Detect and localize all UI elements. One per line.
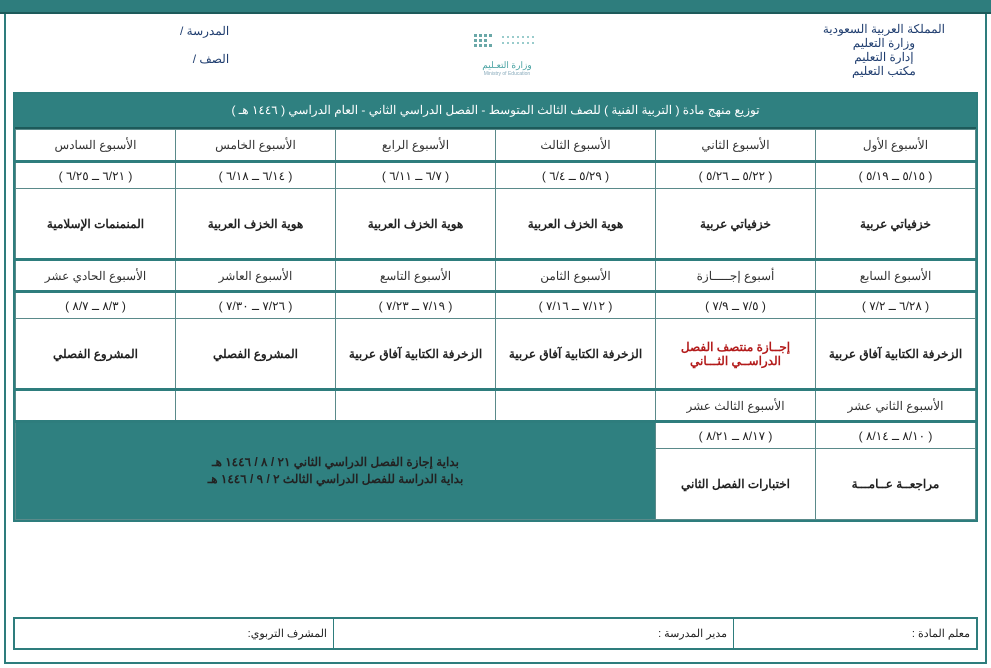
class-label: الصف / [192,52,230,66]
week-cell: الأسبوع الثاني [656,130,816,162]
date-cell: ( ٦/٧ ــ ٦/١١ ) [336,162,496,189]
week-row [16,390,976,422]
kingdom-line: المملكة العربية السعودية [822,22,945,36]
topic-cell: خزفياتي عربية [656,189,816,260]
week-cell: الأسبوع السادس [16,130,176,162]
week-cell: الأسبوع الحادي عشر [16,260,176,292]
note-line: بداية الدراسة للفصل الدراسي الثالث ٢ / ٩ / ١٤٤٦ هـ [207,472,464,486]
date-cell: ( ٥/٢٢ ــ ٥/٢٦ ) [656,162,816,189]
date-cell: ( ٧/١٢ ــ ٧/١٦ ) [496,292,656,319]
date-cell: ( ٦/٢١ ــ ٦/٢٥ ) [16,162,176,189]
note-line: بداية إجازة الفصل الدراسي الثاني ٢١ / ٨ / ١٤٤٦ هـ [212,455,459,469]
date-cell: ( ٥/٢٩ ــ ٦/٤ ) [496,162,656,189]
ministry-logo [462,32,552,76]
logo-subtitle: Ministry of Education [483,71,531,77]
topic-cell: هوية الخزف العربية [336,189,496,260]
empty-cell [336,390,496,422]
schedule-table [15,129,976,520]
school-info [180,24,229,80]
supervisor-signature: المشرف التربوي: [247,628,327,640]
topic-cell: الزخرفة الكتابية آفاق عربية [496,319,656,390]
holiday-note [16,422,656,520]
week-cell: الأسبوع الخامس [176,130,336,162]
week-row [16,260,976,292]
date-cell: ( ٦/٢٨ ــ ٧/٢ ) [816,292,976,319]
date-cell: ( ٧/٥ ــ ٧/٩ ) [656,292,816,319]
holiday-cell: إجــازة منتصف الفصل الدراســي الثـــاني [656,319,816,390]
date-cell: ( ٧/١٩ ــ ٧/٢٣ ) [336,292,496,319]
date-row [16,162,976,189]
teacher-signature: معلم المادة : [733,619,976,648]
empty-cell [496,390,656,422]
week-cell: الأسبوع العاشر [176,260,336,292]
date-row [16,292,976,319]
week-cell: الأسبوع السابع [816,260,976,292]
date-cell: ( ٧/٢٦ ــ ٧/٣٠ ) [176,292,336,319]
week-cell: الأسبوع الثالث عشر [656,390,816,422]
week-row [16,130,976,162]
curriculum-grid [13,92,978,522]
week-cell: الأسبوع الثامن [496,260,656,292]
document-header [0,16,991,92]
topic-row [16,189,976,260]
directorate-line: إدارة التعليم [854,50,914,64]
date-cell: ( ٦/١٤ ــ ٦/١٨ ) [176,162,336,189]
logo-dots-icon [472,32,542,50]
topic-cell: هوية الخزف العربية [176,189,336,260]
date-cell: ( ٨/١٠ ــ ٨/١٤ ) [816,422,976,449]
topic-cell: هوية الخزف العربية [496,189,656,260]
ministry-line: وزارة التعليم [852,36,916,50]
principal-signature: مدير المدرسة : [333,619,733,648]
date-row [16,422,976,449]
topic-cell: المشروع الفصلي [16,319,176,390]
signature-footer [13,617,978,650]
week-cell: الأسبوع الثاني عشر [816,390,976,422]
topic-cell: الزخرفة الكتابية آفاق عربية [816,319,976,390]
week-cell: الأسبوع الرابع [336,130,496,162]
date-cell: ( ٨/٣ ــ ٨/٧ ) [16,292,176,319]
date-cell: ( ٥/١٥ ــ ٥/١٩ ) [816,162,976,189]
week-cell: أسبوع إجـــــازة [656,260,816,292]
top-bar [0,0,991,14]
empty-cell [176,390,336,422]
date-cell: ( ٨/١٧ ــ ٨/٢١ ) [656,422,816,449]
week-cell: الأسبوع التاسع [336,260,496,292]
ministry-block [823,22,945,78]
school-label: المدرسة / [180,24,230,38]
office-line: مكتب التعليم [852,64,916,78]
topic-row [16,319,976,390]
plan-title: توزيع منهج مادة ( التربية الفنية ) للصف الثالث المتوسط - الفصل الدراسي الثاني - العام الدراسي ( ١٤٤٦ هـ ) [15,94,976,129]
topic-cell: خزفياتي عربية [816,189,976,260]
topic-cell: المشروع الفصلي [176,319,336,390]
empty-cell [16,390,176,422]
topic-cell: المنمنمات الإسلامية [16,189,176,260]
week-cell: الأسبوع الأول [816,130,976,162]
topic-cell: اختبارات الفصل الثاني [656,449,816,520]
week-cell: الأسبوع الثالث [496,130,656,162]
topic-cell: مراجعــة عــامـــة [816,449,976,520]
logo-name: وزارة التعـليم [482,60,532,70]
topic-cell: الزخرفة الكتابية آفاق عربية [336,319,496,390]
